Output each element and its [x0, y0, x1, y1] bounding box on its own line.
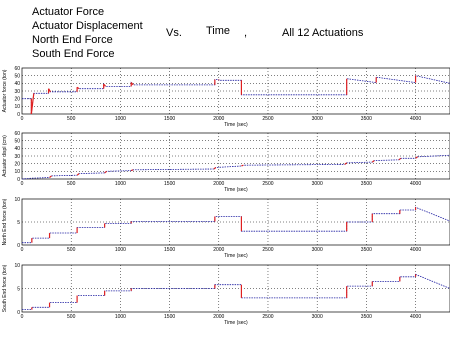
y-tick-label: 20 [14, 96, 20, 103]
x-tick-label: 3000 [311, 116, 323, 122]
x-tick-label: 2000 [213, 116, 225, 122]
y-tick-label: 40 [14, 146, 20, 153]
x-tick-label: 3500 [360, 247, 372, 253]
x-tick-label: 2000 [213, 181, 225, 187]
x-tick-label: 1500 [164, 314, 176, 320]
x-tick-label: 2000 [213, 314, 225, 320]
x-tick-label: 4000 [410, 247, 422, 253]
y-tick-label: 0 [17, 242, 20, 249]
x-tick-label: 3500 [360, 116, 372, 122]
actuation-event [131, 170, 133, 171]
x-axis-label: Time (sec) [224, 320, 248, 326]
y-tick-label: 60 [14, 65, 20, 72]
y-tick-label: 0 [17, 111, 20, 118]
y-tick-label: 30 [14, 88, 20, 95]
x-axis-label: Time (sec) [224, 122, 248, 128]
x-tick-label: 1000 [114, 181, 126, 187]
x-tick-label: 3000 [311, 181, 323, 187]
y-tick-label: 0 [17, 309, 20, 316]
y-tick-label: 5 [17, 286, 20, 293]
x-tick-label: 1500 [164, 116, 176, 122]
y-tick-label: 10 [14, 196, 20, 203]
x-tick-label: 0 [20, 314, 24, 320]
x-tick-label: 2000 [213, 247, 225, 253]
y-tick-label: 5 [17, 219, 20, 226]
y-tick-label: 50 [14, 73, 20, 80]
x-axis-label: Time (sec) [224, 253, 248, 259]
x-tick-label: 1000 [114, 116, 126, 122]
x-tick-label: 1000 [114, 247, 126, 253]
x-tick-label: 3500 [360, 314, 372, 320]
y-tick-label: 30 [14, 153, 20, 160]
x-tick-label: 500 [67, 247, 76, 253]
chart-panel-2 [2, 131, 450, 193]
x-tick-label: 3500 [360, 181, 372, 187]
header-line-4: South End Force [32, 48, 115, 60]
y-tick-label: 20 [14, 161, 20, 168]
header-line-1: Actuator Force [32, 6, 105, 18]
x-tick-label: 2500 [262, 247, 274, 253]
x-tick-label: 4000 [410, 181, 422, 187]
x-tick-label: 2500 [262, 181, 274, 187]
y-tick-label: 10 [14, 104, 20, 111]
x-tick-label: 1000 [114, 314, 126, 320]
x-tick-label: 0 [20, 181, 24, 187]
chart-panel-4 [2, 263, 450, 326]
chart-panel-3 [2, 197, 450, 259]
header-line-3: North End Force [32, 34, 113, 46]
header-line-2: Actuator Displacement [32, 20, 143, 32]
x-tick-label: 2500 [262, 116, 274, 122]
x-tick-label: 0 [20, 247, 24, 253]
y-tick-label: 40 [14, 81, 20, 88]
y-axis-label: South End force (ton) [2, 264, 8, 313]
y-tick-label: 50 [14, 138, 20, 145]
actuation-event [241, 165, 243, 166]
y-axis-label: Actuator displ (cm) [2, 135, 8, 177]
y-axis-label: North End force (ton) [2, 198, 8, 246]
x-tick-label: 2500 [262, 314, 274, 320]
x-tick-label: 1500 [164, 181, 176, 187]
y-tick-label: 10 [14, 169, 20, 176]
y-tick-label: 0 [17, 176, 20, 183]
header-all-actuations: All 12 Actuations [282, 27, 364, 39]
header-time: Time [206, 25, 231, 37]
x-tick-label: 500 [67, 181, 76, 187]
x-tick-label: 500 [67, 314, 76, 320]
x-tick-label: 3000 [311, 314, 323, 320]
x-tick-label: 3000 [311, 247, 323, 253]
x-tick-label: 500 [67, 116, 76, 122]
y-axis-label: Actuator force (ton) [2, 69, 8, 113]
x-tick-label: 0 [20, 116, 24, 122]
x-tick-label: 4000 [410, 314, 422, 320]
x-tick-label: 4000 [410, 116, 422, 122]
header-comma: , [244, 27, 248, 39]
y-tick-label: 60 [14, 130, 20, 137]
chart-panel-1 [2, 66, 450, 128]
x-tick-label: 1500 [164, 247, 176, 253]
header-vs: Vs. [166, 27, 182, 39]
y-tick-label: 10 [14, 262, 20, 269]
x-axis-label: Time (sec) [224, 187, 248, 193]
